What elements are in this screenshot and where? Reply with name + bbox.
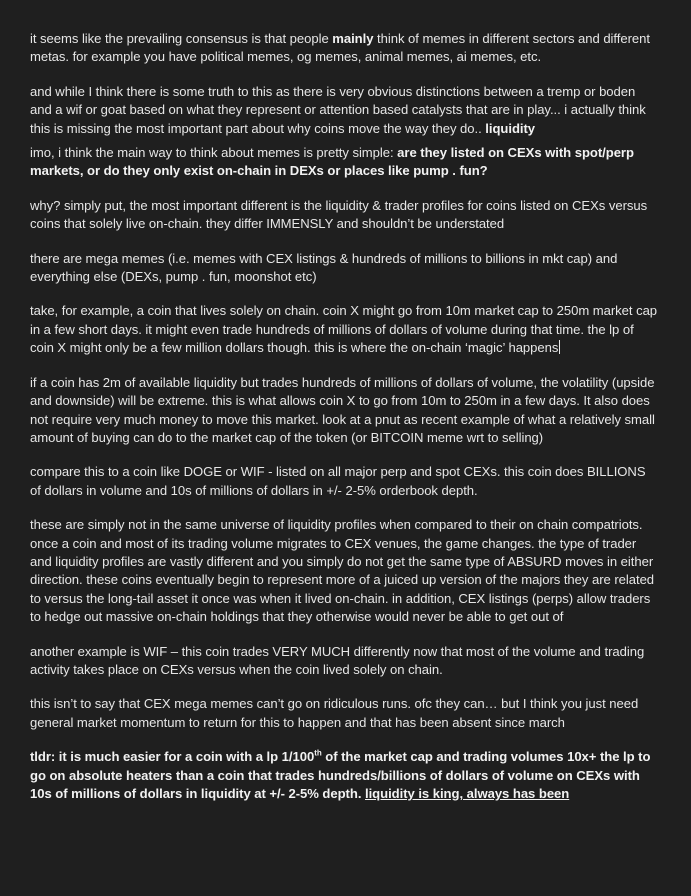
tldr-superscript: th: [314, 748, 322, 758]
paragraph-3: [30, 144, 658, 181]
paragraph-9: these are simply not in the same universe of liquidity profiles when compared to their on chain compatriots. once a coin and most of its trading volume migrates to CEX venues, the game changes. the type of trader and liquidity profiles are vastly different and you simply do not get the same type of ABSURD moves in either direction. these coins eventually begin to represent more of a juiced up version of the majors they are related to versus the long-tail asset it once was when it lived on-chain. in addition, CEX listings (perps) allow traders to hedge out massive on-chain holdings that they otherwise would never be able to get out of: [30, 517, 655, 625]
paragraph-11: this isn’t to say that CEX mega memes can’t go on ridiculous runs. ofc they can… but I think you just need general market momentum to return for this to happen and that has been absent since march: [30, 696, 639, 730]
p1-text-a: it seems like the prevailing consensus is that people: [30, 31, 333, 46]
paragraph-7: if a coin has 2m of available liquidity but trades hundreds of millions of dollars of volume, the volatility (upside and downside) will be extreme. this is what allows coin X to go from 10m to 250m in a few days. It also does not require very much money to move this market. look at a pnut as recent example of what a relatively small amount of buying can do to the market cap of the token (or BITCOIN meme wrt to selling): [30, 374, 655, 445]
paragraph-tldr: [30, 748, 658, 803]
paragraph-8: compare this to a coin like DOGE or WIF - listed on all major perp and spot CEXs. this coin does BILLIONS of dollars in volume and 10s of millions of dollars in +/- 2-5% orderbook depth.: [30, 464, 646, 498]
paragraph-6: [30, 302, 658, 357]
paragraph-5: there are mega memes (i.e. memes with CEX listings & hundreds of millions to billions in mkt cap) and everything else (DEXs, pump . fun, moonshot etc): [30, 250, 618, 285]
tldr-underlined-conclusion: liquidity is king, always has been: [365, 786, 570, 801]
tldr-text-a: tldr: it is much easier for a coin with a lp 1/100: [30, 749, 315, 765]
p3-text-a: imo, i think the main way to think about memes is pretty simple:: [30, 145, 398, 161]
p1-bold-mainly: mainly: [332, 31, 374, 46]
p2-bold-liquidity: liquidity: [485, 120, 536, 136]
document-body: [30, 30, 658, 803]
paragraph-1: [30, 30, 658, 67]
paragraph-10: another example is WIF – this coin trades VERY MUCH differently now that most of the volume and trading activity takes place on CEXs versus when the coin lived solely on chain.: [30, 643, 645, 677]
paragraph-4: why? simply put, the most important different is the liquidity & trader profiles for coins listed on CEXs versus coins that solely live on-chain. they differ IMMENSLY and shouldn’t be understated: [30, 197, 648, 232]
p3-bold-question: are they listed on CEXs with spot/perp markets, or do they only exist on-chain in DEXs or places like pump . fun?: [30, 145, 634, 179]
tldr-text-b: of the market cap and trading volumes 10x+ the lp to go on absolute heaters than a coin that trades hundreds/billions of dollars of volume on CEXs with 10s of millions of dollars in liquidity at +/- 2-5% depth.: [30, 749, 651, 801]
p2-text-a: and while I think there is some truth to this as there is very obvious distinctions between a tremp or boden and a wif or goat based on what they represent or attention based catalysts that are in play... i actually think this is missing the most important part about why coins move the way they do..: [30, 83, 646, 136]
paragraph-2: [30, 83, 658, 138]
p6-text: take, for example, a coin that lives solely on chain. coin X might go from 10m market cap to 250m market cap in a few short days. it might even trade hundreds of millions of dollars of volume during that time. the lp of coin X might only be a few million dollars though. this is where the on-chain ‘magic’ happens: [30, 303, 658, 356]
p1-text-c: think of memes in different sectors and different metas. for example you have political memes, og memes, animal memes, ai memes, etc.: [30, 31, 650, 65]
text-cursor: [559, 340, 560, 354]
